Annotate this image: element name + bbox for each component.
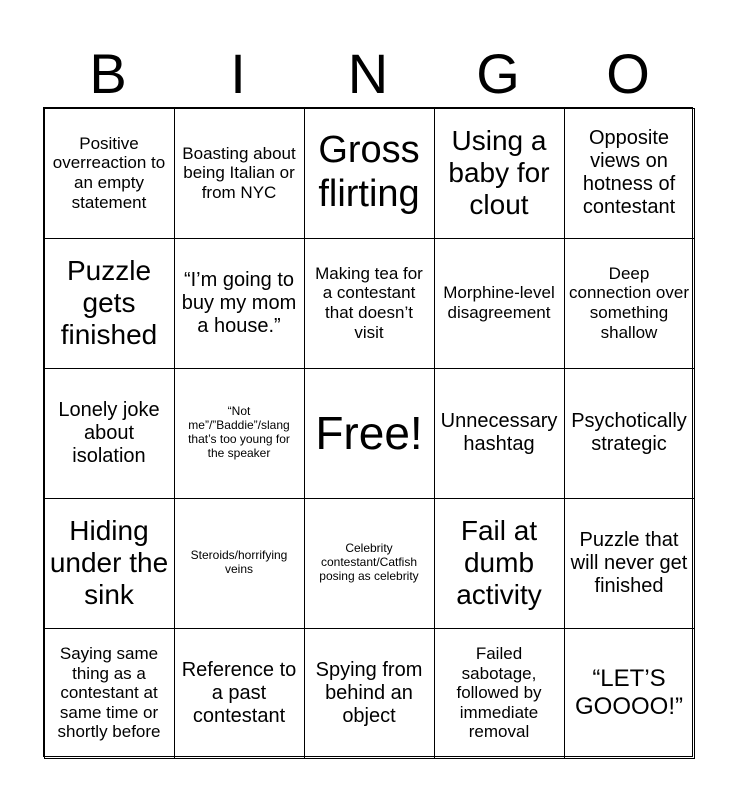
bingo-cell-r1c2[interactable]: Boasting about being Italian or from NYC [174, 108, 305, 239]
bingo-cell-r2c4[interactable]: Morphine-level disagreement [434, 238, 565, 369]
bingo-cell-r5c5[interactable]: “LET’S GOOOO!” [564, 628, 695, 759]
bingo-cell-r1c4[interactable]: Using a baby for clout [434, 108, 565, 239]
bingo-cell-r5c2[interactable]: Reference to a past contestant [174, 628, 305, 759]
bingo-cell-r2c5[interactable]: Deep connection over something shallow [564, 238, 695, 369]
header-letter-g: G [476, 42, 520, 105]
bingo-cell-r1c5[interactable]: Opposite views on hotness of contestant [564, 108, 695, 239]
bingo-cell-r4c1[interactable]: Hiding under the sink [44, 498, 175, 629]
bingo-board [43, 107, 693, 757]
header-letter-b: B [89, 42, 127, 105]
bingo-cell-r5c3[interactable]: Spying from behind an object [304, 628, 435, 759]
bingo-header [43, 40, 693, 108]
bingo-cell-r4c5[interactable]: Puzzle that will never get finished [564, 498, 695, 629]
header-letter-o: O [606, 42, 650, 105]
bingo-cell-r2c1[interactable]: Puzzle gets finished [44, 238, 175, 369]
header-letter-i: I [230, 42, 246, 105]
bingo-cell-r2c3[interactable]: Making tea for a contestant that doesn’t visit [304, 238, 435, 369]
bingo-cell-r3c5[interactable]: Psychotically strategic [564, 368, 695, 499]
bingo-cell-r1c3[interactable]: Gross flirting [304, 108, 435, 239]
bingo-cell-r1c1[interactable]: Positive overreaction to an empty statement [44, 108, 175, 239]
bingo-cell-r3c1[interactable]: Lonely joke about isolation [44, 368, 175, 499]
bingo-cell-r2c2[interactable]: “I’m going to buy my mom a house.” [174, 238, 305, 369]
bingo-cell-free[interactable]: Free! [304, 368, 435, 499]
bingo-cell-r4c2[interactable]: Steroids/horrifying veins [174, 498, 305, 629]
bingo-cell-r3c2[interactable]: “Not me”/”Baddie”/slang that’s too young for the speaker [174, 368, 305, 499]
bingo-cell-r4c3[interactable]: Celebrity contestant/Catfish posing as celebrity [304, 498, 435, 629]
bingo-cell-r4c4[interactable]: Fail at dumb activity [434, 498, 565, 629]
bingo-cell-r5c1[interactable]: Saying same thing as a contestant at same time or shortly before [44, 628, 175, 759]
bingo-cell-r3c4[interactable]: Unnecessary hashtag [434, 368, 565, 499]
bingo-cell-r5c4[interactable]: Failed sabotage, followed by immediate removal [434, 628, 565, 759]
header-letter-n: N [347, 42, 389, 105]
